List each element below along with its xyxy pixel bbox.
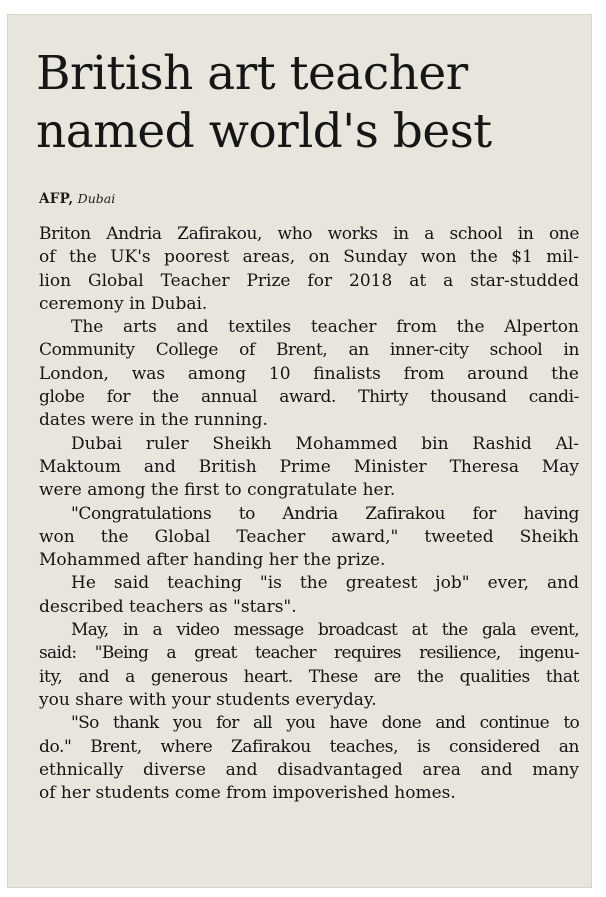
text-line: The arts and textiles teacher from the Alperton <box>71 317 579 338</box>
article-paragraph <box>39 712 579 805</box>
text-line: "So thank you for all you have done and continue to <box>71 713 579 734</box>
text-line: ity, and a generous heart. These are the qualities that <box>39 666 579 687</box>
text-line: were among the first to congratulate her. <box>39 480 396 501</box>
article-body <box>39 223 579 805</box>
article-paragraph <box>39 619 579 712</box>
text-line: do." Brent, where Zafirakou teaches, is considered an <box>39 736 579 757</box>
article-paragraph <box>39 433 579 503</box>
text-line: you share with your students everyday. <box>39 689 377 710</box>
byline <box>39 191 115 207</box>
text-line: globe for the annual award. Thirty thousand candi- <box>39 387 579 408</box>
text-line: Maktoum and British Prime Minister Theresa May <box>39 456 579 477</box>
text-line: Mohammed after handing her the prize. <box>39 550 386 571</box>
headline <box>36 45 576 161</box>
text-line: He said teaching "is the greatest job" ever, and <box>71 573 579 594</box>
text-line: Community College of Brent, an inner-city school in <box>39 340 579 361</box>
text-line: described teachers as "stars". <box>39 596 297 617</box>
text-line: dates were in the running. <box>39 410 268 431</box>
text-line: Briton Andria Zafirakou, who works in a school in one <box>39 224 579 244</box>
text-line: of the UK's poorest areas, on Sunday won the $1 mil- <box>39 247 579 268</box>
headline-line: British art teacher <box>36 46 468 101</box>
article-paragraph <box>39 572 579 619</box>
text-line: London, was among 10 finalists from around the <box>39 363 579 384</box>
newspaper-clipping <box>7 14 592 888</box>
text-line: won the Global Teacher award," tweeted Sheikh <box>39 526 579 547</box>
byline-place: Dubai <box>77 191 116 206</box>
text-line: May, in a video message broadcast at the gala event, <box>71 620 579 641</box>
headline-line: named world's best <box>36 104 492 159</box>
article-paragraph <box>39 223 579 316</box>
text-line: Dubai ruler Sheikh Mohammed bin Rashid Al- <box>71 433 579 454</box>
text-line: ceremony in Dubai. <box>39 293 208 314</box>
text-line: ethnically diverse and disadvantaged area and many <box>39 759 579 780</box>
text-line: said: "Being a great teacher requires resilience, ingenu- <box>39 643 579 664</box>
article-paragraph <box>39 316 579 432</box>
byline-agency: AFP, <box>39 191 74 207</box>
text-line: of her students come from impoverished homes. <box>39 783 456 804</box>
text-line: "Congratulations to Andria Zafirakou for having <box>71 503 579 524</box>
article-paragraph <box>39 503 579 573</box>
text-line: lion Global Teacher Prize for 2018 at a star-studded <box>39 270 579 291</box>
